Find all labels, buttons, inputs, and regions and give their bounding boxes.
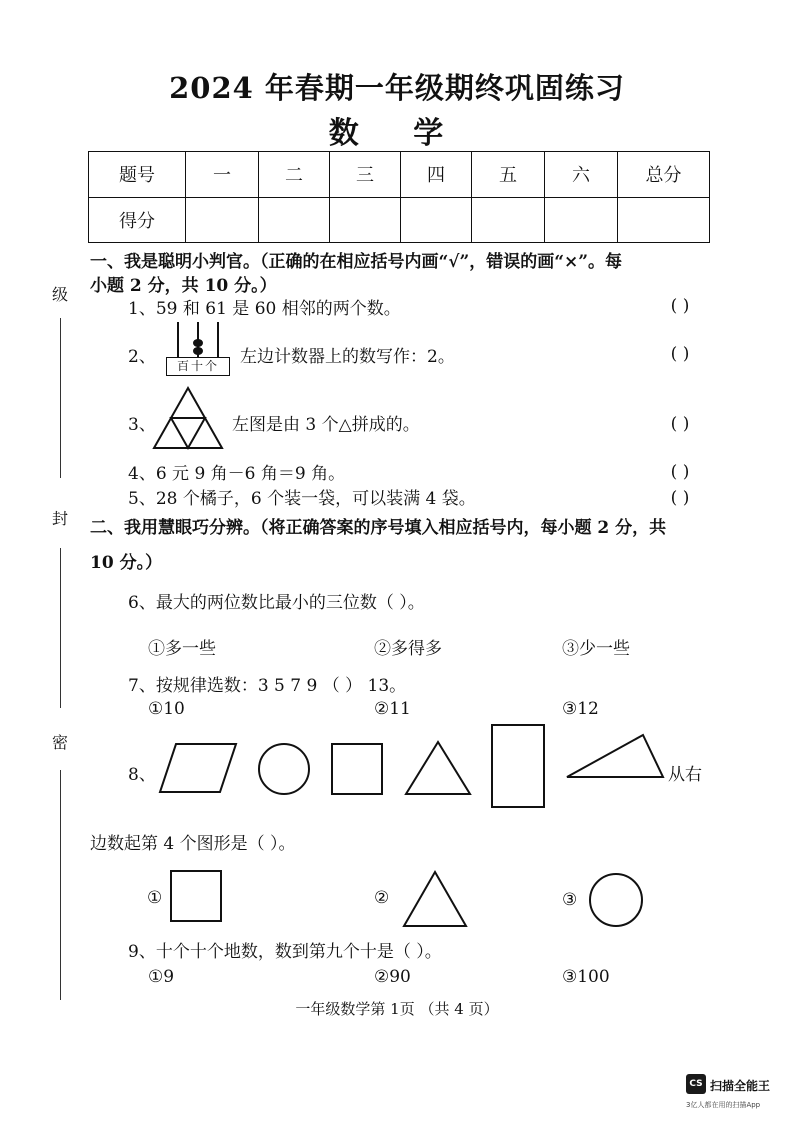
scanner-brand: 扫描全能王 (710, 1079, 771, 1093)
question-8-tail: 从右 (668, 765, 702, 785)
q8-option-3-label[interactable]: ③ (562, 890, 578, 910)
question-9: 9、十个十个地数，数到第九个十是（ ）。 (128, 942, 442, 962)
score-table-header-row (89, 152, 710, 198)
q6-option-3[interactable]: ③少一些 (562, 639, 630, 659)
subject-title: 数 学 (328, 116, 466, 151)
q7-option-1[interactable]: ①10 (148, 699, 185, 719)
question-8-continued: 边数起第 4 个图形是（ ）。 (90, 834, 296, 854)
exam-title: 2024 年春期一年级期终巩固练习 (169, 71, 625, 105)
section2-heading-line2: 10 分。） (90, 553, 163, 573)
q8-option-2-triangle-icon (402, 870, 468, 928)
score-table-cell: 题号 (89, 152, 186, 198)
camscanner-logo-icon: CS (686, 1074, 706, 1094)
section1-heading-line2: 小题 2 分，共 10 分。） (90, 276, 277, 296)
abacus-place-labels: 百十个 (166, 357, 230, 376)
score-table-cell: 一 (186, 152, 259, 198)
question-8-number: 8、 (128, 765, 156, 785)
q9-option-1[interactable]: ①9 (148, 967, 175, 987)
margin-mark-secret: 密 (52, 733, 69, 752)
scanner-tagline: 3亿人都在用的扫描App (686, 1101, 761, 1109)
question-6: 6、最大的两位数比最小的三位数（ ）。 (128, 593, 425, 613)
binding-line (60, 548, 61, 708)
parallelogram-shape (158, 742, 238, 794)
circle-shape (257, 742, 311, 796)
q7-option-2[interactable]: ②11 (374, 699, 411, 719)
score-table-cell: 总分 (618, 152, 710, 198)
question-2-text: 左边计数器上的数写作：2。 (240, 347, 455, 367)
right-triangle-shape (565, 733, 665, 779)
q7-option-3[interactable]: ③12 (562, 699, 599, 719)
question-7: 7、按规律选数：3 5 7 9 （ ） 13。 (128, 676, 407, 696)
score-table-cell: 五 (472, 152, 545, 198)
section1-heading-line1: 一、我是聪明小判官。（正确的在相应括号内画“√”，错误的画“×”。每 (90, 252, 623, 272)
question-1: 1、59 和 61 是 60 相邻的两个数。 (128, 299, 401, 319)
score-table-cell: 得分 (89, 197, 186, 243)
square-shape (331, 743, 383, 795)
q8-option-1-label[interactable]: ① (147, 888, 163, 908)
score-blank-cell[interactable] (259, 197, 330, 243)
score-table-cell: 四 (401, 152, 472, 198)
question-4: 4、6 元 9 角－6 角＝9 角。 (128, 464, 346, 484)
q8-option-3-circle-icon (588, 872, 644, 928)
q9-option-3[interactable]: ③100 (562, 967, 610, 987)
margin-mark-grade: 级 (52, 285, 69, 304)
q6-option-2[interactable]: ②多得多 (374, 639, 442, 659)
score-blank-cell[interactable] (330, 197, 401, 243)
question-3-number: 3、 (128, 415, 156, 435)
score-table-cell: 三 (330, 152, 401, 198)
section2-heading-line1: 二、我用慧眼巧分辨。（将正确答案的序号填入相应括号内，每小题 2 分，共 (90, 518, 667, 538)
score-blank-cell[interactable] (618, 197, 710, 243)
margin-mark-seal: 封 (52, 509, 69, 528)
answer-paren-4[interactable]: ( ) (670, 462, 690, 482)
answer-paren-5[interactable]: ( ) (670, 488, 690, 508)
score-table-cell: 六 (545, 152, 618, 198)
score-table (88, 151, 710, 243)
score-blank-cell[interactable] (545, 197, 618, 243)
rectangle-shape (491, 724, 545, 808)
answer-paren-2[interactable]: ( ) (670, 344, 690, 364)
score-blank-cell[interactable] (472, 197, 545, 243)
answer-paren-1[interactable]: ( ) (670, 296, 690, 316)
abacus-counter-figure (166, 318, 230, 358)
binding-line (60, 770, 61, 1000)
q8-option-1-square-icon (170, 870, 222, 922)
score-blank-cell[interactable] (186, 197, 259, 243)
answer-paren-3[interactable]: ( ) (670, 414, 690, 434)
triangle-shape (404, 740, 472, 796)
score-blank-cell[interactable] (401, 197, 472, 243)
q9-option-2[interactable]: ②90 (374, 967, 411, 987)
question-2-number: 2、 (128, 347, 156, 367)
score-table-score-row (89, 197, 710, 243)
page-footer: 一年级数学第 1页 （共 4 页） (295, 1000, 499, 1018)
question-5: 5、28 个橘子，6 个装一袋，可以装满 4 袋。 (128, 489, 476, 509)
q6-option-1[interactable]: ①多一些 (148, 639, 216, 659)
triangle-composite-figure (152, 386, 224, 450)
question-3-text: 左图是由 3 个△拼成的。 (232, 415, 420, 435)
score-table-cell: 二 (259, 152, 330, 198)
binding-line (60, 318, 61, 478)
q8-option-2-label[interactable]: ② (374, 888, 390, 908)
